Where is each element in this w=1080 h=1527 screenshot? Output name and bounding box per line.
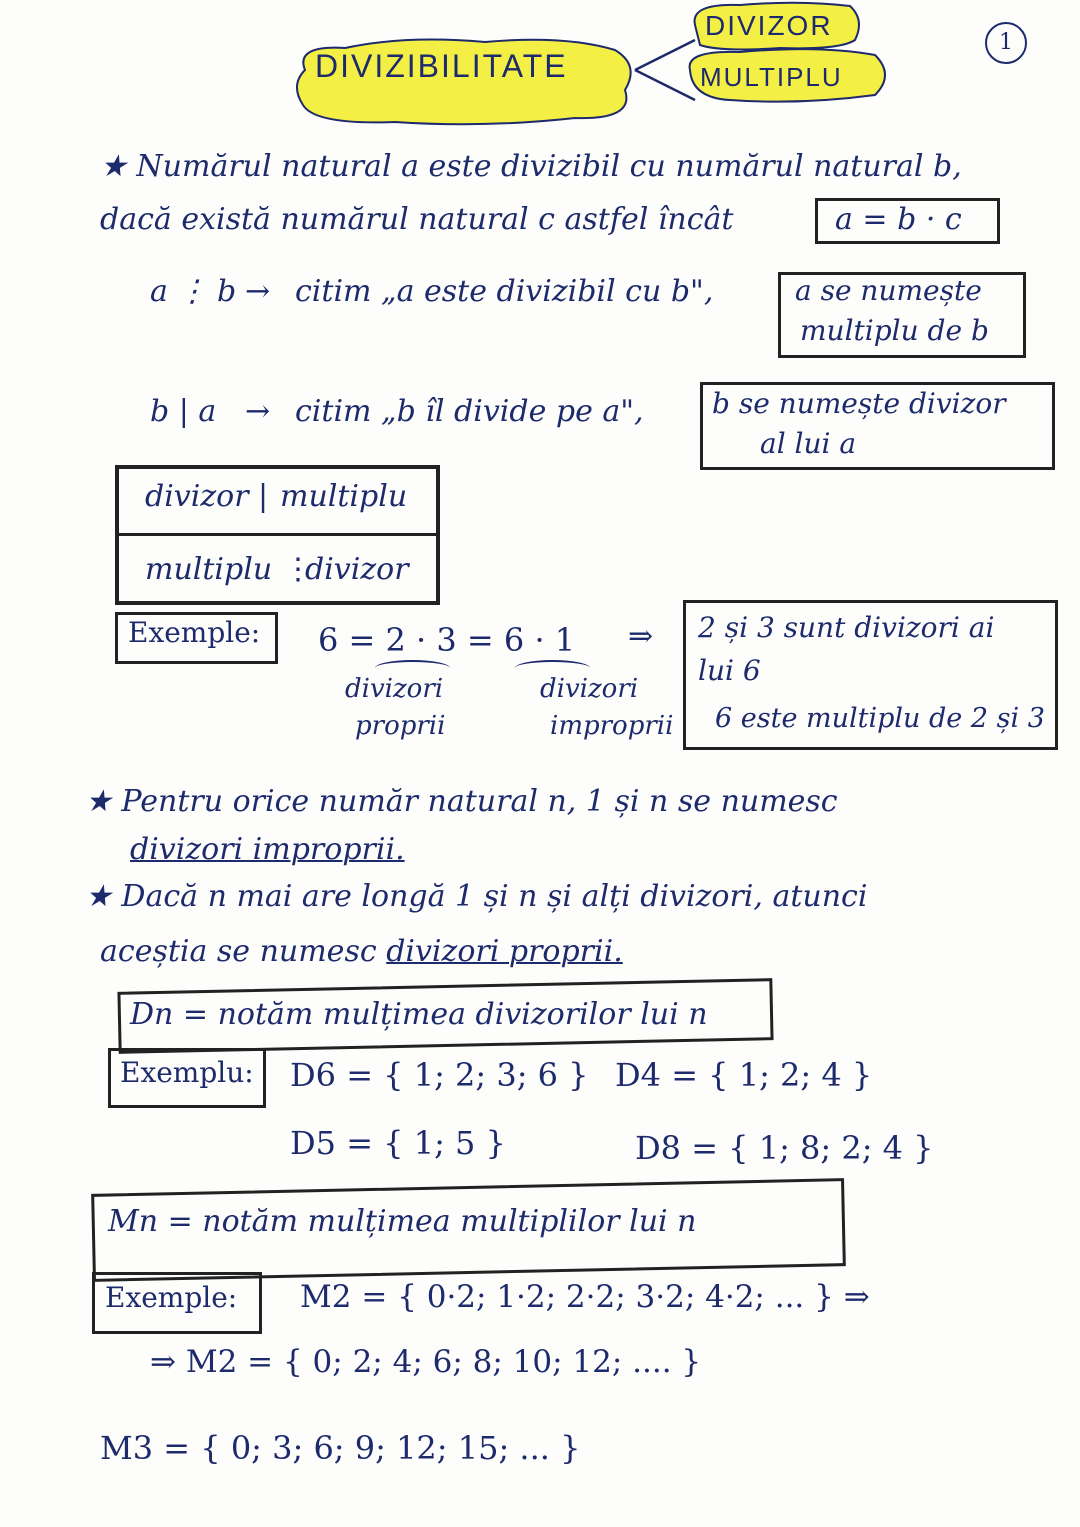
table-row1-right: multiplu [280,479,408,514]
rule2-line1: ★ Dacă n mai are longă 1 și n și alți divizori, atunci [85,879,868,914]
conclusion-line1: 2 și 3 sunt divizori ai [698,611,995,644]
conclusion-line2: lui 6 [698,654,761,687]
divisors-example-label: Exemplu: [120,1056,254,1089]
table-row2-left: multiplu [145,552,273,587]
example-arrow: ⇒ [628,619,654,654]
example-equation: 6 = 2 · 3 = 6 · 1 [318,621,576,659]
rule2-line2 [100,935,623,970]
proper-label-2: proprii [355,711,446,741]
conclusion-line3: 6 este multiplu de 2 și 3 [715,703,1045,734]
notation1-arrow: → [245,274,271,309]
proper-label-1: divizori [345,674,444,704]
rule1-line2: divizori improprii. [130,832,405,867]
rule1-line1: ★ Pentru orice număr natural n, 1 și n se numesc [85,784,838,819]
page-number [985,22,1027,64]
set-d4: D4 = { 1; 2; 4 } [615,1056,873,1094]
notation2-arrow: → [245,394,271,429]
set-d5: D5 = { 1; 5 } [290,1124,506,1162]
multiples-example-label: Exemple: [105,1281,238,1314]
set-m2-expanded: M2 = { 0·2; 1·2; 2·2; 3·2; 4·2; ... } ⇒ [300,1279,870,1315]
multiple-box-line1: a se numește [795,274,982,307]
notation2-read: citim „b îl divide pe a", [295,394,644,429]
divisor-box-line2: al lui a [760,427,857,460]
set-d8: D8 = { 1; 8; 2; 4 } [635,1129,934,1167]
notation2-expr: b | a [150,394,217,429]
formula: a = b · c [835,202,962,237]
notation1-read: citim „a este divizibil cu b", [295,274,714,309]
set-m3: M3 = { 0; 3; 6; 9; 12; 15; ... } [100,1429,581,1467]
set-d6: D6 = { 1; 2; 3; 6 } [290,1056,589,1094]
improper-label-2: improprii [550,711,674,741]
tag-multiplu: MULTIPLU [700,62,843,92]
improper-label-1: divizori [540,674,639,704]
multiples-def: Mn = notăm mulțimea multiplilor lui n [108,1204,697,1239]
multiple-box-line2: multiplu de b [800,314,989,347]
table-row2-sep: ⋮ [283,552,313,587]
page-number-text: 1 [999,30,1013,55]
rule2-line2-underlined: divizori proprii. [386,934,623,969]
table-row1-left: divizor [145,479,249,514]
tag-divizor: DIVIZOR [705,10,833,41]
definition-line1: ★ Numărul natural a este divizibil cu numărul natural b, [100,149,962,184]
table-row2-right: divizor [305,552,409,587]
rule2-line2-prefix: aceștia se numesc [100,934,377,969]
table-row1-sep: | [258,479,269,514]
divisors-def: Dn = notăm mulțimea divizorilor lui n [130,997,708,1032]
divisor-box-line1: b se numește divizor [712,387,1006,420]
page-title: DIVIZIBILITATE [315,48,568,84]
definition-line2: dacă există numărul natural c astfel încât [100,202,734,237]
relation-table-divider [115,533,440,536]
example-label: Exemple: [128,616,261,649]
set-m2: ⇒ M2 = { 0; 2; 4; 6; 8; 10; 12; .... } [150,1344,702,1380]
notation1-expr: a ⋮ b [150,274,237,309]
